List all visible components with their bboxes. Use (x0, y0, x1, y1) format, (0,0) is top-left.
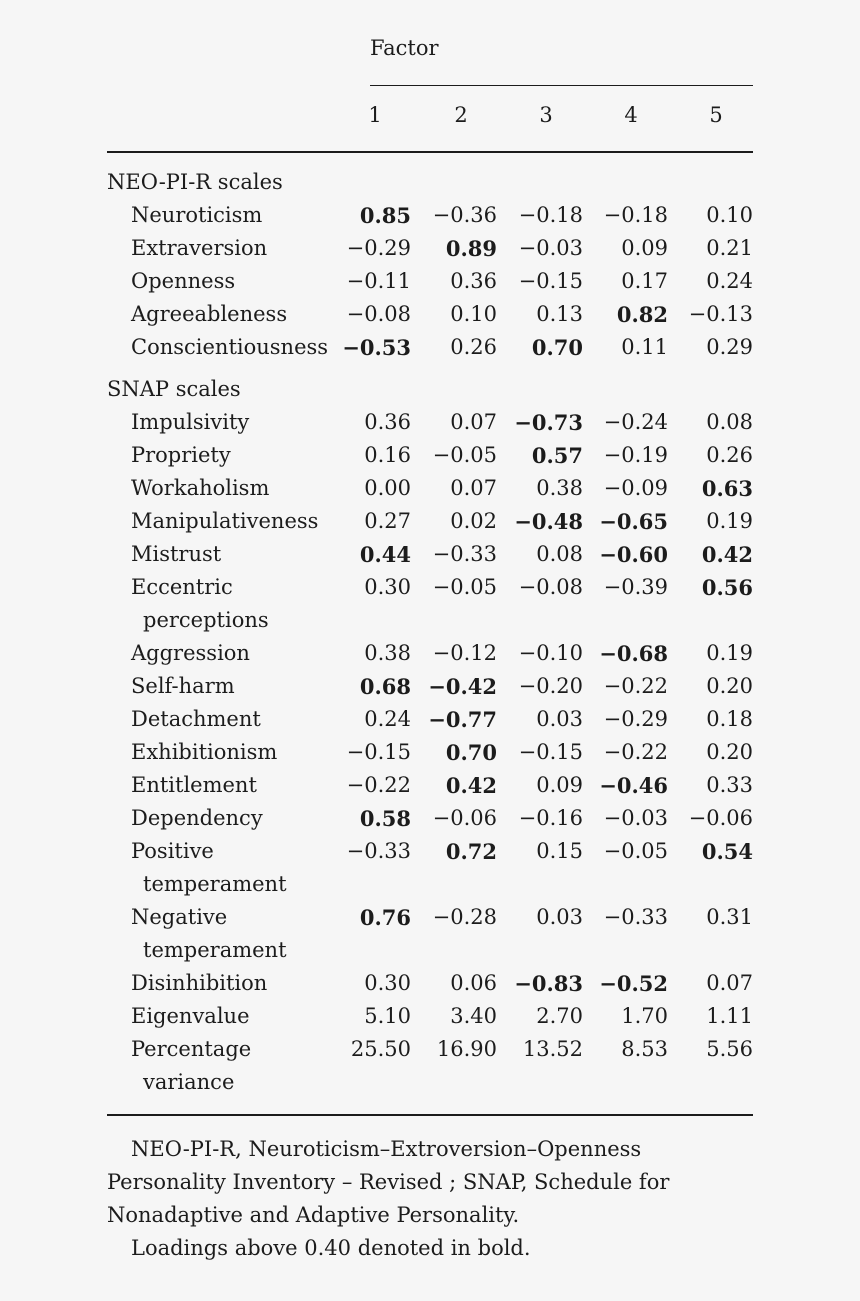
loading-cell: −0.15 (518, 269, 583, 293)
header-rule (107, 151, 753, 153)
loading-cell: −0.33 (346, 839, 411, 863)
column-header-4: 4 (624, 103, 638, 127)
loading-cell: −0.42 (428, 674, 497, 699)
loading-cell: −0.05 (432, 575, 497, 599)
loading-cell: 0.30 (364, 971, 411, 995)
loading-cell: −0.18 (603, 203, 668, 227)
loading-cell: 0.30 (364, 575, 411, 599)
row-label: temperament (143, 938, 287, 962)
loading-cell: −0.53 (342, 335, 411, 360)
loading-cell: −0.13 (688, 302, 753, 326)
loading-cell: −0.39 (603, 575, 668, 599)
column-header-1: 1 (368, 103, 382, 127)
column-header-2: 2 (454, 103, 468, 127)
loading-cell: 0.54 (701, 839, 753, 864)
table-notes (107, 1133, 747, 1265)
loading-cell: 0.08 (706, 410, 753, 434)
loading-cell: 5.56 (706, 1037, 753, 1061)
loading-cell: 0.36 (364, 410, 411, 434)
loading-cell: 0.70 (531, 335, 583, 360)
loading-cell: 0.72 (445, 839, 497, 864)
loading-cell: −0.22 (603, 674, 668, 698)
row-label: Aggression (131, 641, 250, 665)
loading-cell: 0.68 (359, 674, 411, 699)
loading-cell: 0.07 (706, 971, 753, 995)
loading-cell: 16.90 (436, 1037, 497, 1061)
loading-cell: 1.70 (621, 1004, 668, 1028)
loading-cell: 0.03 (536, 905, 583, 929)
loading-cell: −0.60 (599, 542, 668, 567)
loading-cell: 13.52 (522, 1037, 583, 1061)
row-label: Exhibitionism (131, 740, 278, 764)
bold-note: Loadings above 0.40 denoted in bold. (131, 1236, 531, 1260)
row-label: Extraversion (131, 236, 268, 260)
loading-cell: −0.10 (518, 641, 583, 665)
loading-cell: 0.82 (616, 302, 668, 327)
loading-cell: 0.38 (536, 476, 583, 500)
loading-cell: 0.07 (450, 476, 497, 500)
loading-cell: −0.33 (603, 905, 668, 929)
loading-cell: −0.24 (603, 410, 668, 434)
row-label: Eigenvalue (131, 1004, 250, 1028)
loading-cell: 0.11 (621, 335, 668, 359)
row-label: Dependency (131, 806, 263, 830)
loading-cell: −0.15 (518, 740, 583, 764)
loading-cell: −0.22 (603, 740, 668, 764)
row-label: perceptions (143, 608, 269, 632)
loading-cell: 0.36 (450, 269, 497, 293)
row-label: Eccentric (131, 575, 233, 599)
loading-cell: −0.20 (518, 674, 583, 698)
loading-cell: 0.63 (701, 476, 753, 501)
row-label: Mistrust (131, 542, 222, 566)
loading-cell: 0.20 (706, 740, 753, 764)
loading-cell: −0.06 (432, 806, 497, 830)
loading-cell: −0.83 (514, 971, 583, 996)
loading-cell: 0.70 (445, 740, 497, 765)
loading-cell: 0.24 (364, 707, 411, 731)
loading-cell: −0.15 (346, 740, 411, 764)
loading-cell: 0.76 (359, 905, 411, 930)
loading-cell: −0.03 (518, 236, 583, 260)
row-label: Impulsivity (131, 410, 250, 434)
loading-cell: 0.06 (450, 971, 497, 995)
row-label: Neuroticism (131, 203, 263, 227)
loading-cell: 0.15 (536, 839, 583, 863)
loading-cell: 0.08 (536, 542, 583, 566)
loading-cell: 0.57 (531, 443, 583, 468)
loading-cell: −0.08 (518, 575, 583, 599)
loading-cell: −0.16 (518, 806, 583, 830)
loading-cell: −0.19 (603, 443, 668, 467)
loading-cell: 0.02 (450, 509, 497, 533)
row-label: Detachment (131, 707, 261, 731)
loading-cell: −0.18 (518, 203, 583, 227)
loading-cell: 0.03 (536, 707, 583, 731)
loading-cell: −0.68 (599, 641, 668, 666)
loading-cell: −0.46 (599, 773, 668, 798)
section-heading: SNAP scales (107, 377, 241, 401)
row-label: Self-harm (131, 674, 235, 698)
loading-cell: 0.31 (706, 905, 753, 929)
loading-cell: −0.28 (432, 905, 497, 929)
loading-cell: 0.38 (364, 641, 411, 665)
loading-cell: 0.10 (706, 203, 753, 227)
row-label: Propriety (131, 443, 231, 467)
loading-cell: −0.36 (432, 203, 497, 227)
loading-cell: 0.09 (621, 236, 668, 260)
loading-cell: −0.22 (346, 773, 411, 797)
loading-cell: 0.00 (364, 476, 411, 500)
loading-cell: 0.58 (359, 806, 411, 831)
row-label: Entitlement (131, 773, 257, 797)
loading-cell: 0.29 (706, 335, 753, 359)
loading-cell: −0.05 (603, 839, 668, 863)
loading-cell: 0.20 (706, 674, 753, 698)
loading-cell: 0.13 (536, 302, 583, 326)
loading-cell: 2.70 (536, 1004, 583, 1028)
loading-cell: 0.27 (364, 509, 411, 533)
loading-cell: −0.77 (428, 707, 497, 732)
row-label: Percentage (131, 1037, 252, 1061)
loading-cell: −0.29 (603, 707, 668, 731)
loading-cell: 8.53 (621, 1037, 668, 1061)
bottom-rule (107, 1114, 753, 1116)
loading-cell: 0.18 (706, 707, 753, 731)
row-label: Agreeableness (131, 302, 288, 326)
loading-cell: 0.24 (706, 269, 753, 293)
row-label: Manipulativeness (131, 509, 319, 533)
loading-cell: −0.65 (599, 509, 668, 534)
loading-cell: 0.33 (706, 773, 753, 797)
abbreviations-note: NEO-PI-R, Neuroticism–Extroversion–Openness Personality Inventory – Revised ; SNAP, Schedule for Nonadaptive and Adaptive Personality. (107, 1137, 670, 1227)
factor-heading: Factor (370, 36, 439, 60)
loading-cell: 0.10 (450, 302, 497, 326)
row-label: Positive (131, 839, 214, 863)
loading-cell: −0.12 (432, 641, 497, 665)
loading-cell: 0.19 (706, 641, 753, 665)
loading-cell: 0.26 (450, 335, 497, 359)
loading-cell: 0.07 (450, 410, 497, 434)
row-label: Conscientiousness (131, 335, 329, 359)
loading-cell: 0.26 (706, 443, 753, 467)
loading-cell: 3.40 (450, 1004, 497, 1028)
loading-cell: 0.42 (701, 542, 753, 567)
column-header-5: 5 (709, 103, 723, 127)
loading-cell: −0.11 (346, 269, 411, 293)
loading-cell: 0.19 (706, 509, 753, 533)
row-label: Negative (131, 905, 228, 929)
loading-cell: 0.16 (364, 443, 411, 467)
loading-cell: −0.52 (599, 971, 668, 996)
loading-cell: −0.08 (346, 302, 411, 326)
loading-cell: −0.03 (603, 806, 668, 830)
loading-cell: −0.33 (432, 542, 497, 566)
row-label: variance (143, 1070, 235, 1094)
loading-cell: 0.89 (445, 236, 497, 261)
section-heading: NEO-PI-R scales (107, 170, 283, 194)
loading-cell: 0.09 (536, 773, 583, 797)
loading-cell: −0.29 (346, 236, 411, 260)
loading-cell: 25.50 (350, 1037, 411, 1061)
loading-cell: 0.44 (359, 542, 411, 567)
loading-cell: −0.48 (514, 509, 583, 534)
factor-rule (370, 85, 753, 86)
loading-cell: 1.11 (706, 1004, 753, 1028)
row-label: Workaholism (131, 476, 270, 500)
column-header-3: 3 (539, 103, 553, 127)
row-label: temperament (143, 872, 287, 896)
loading-cell: −0.09 (603, 476, 668, 500)
loading-cell: −0.05 (432, 443, 497, 467)
row-label: Openness (131, 269, 236, 293)
loading-cell: −0.73 (514, 410, 583, 435)
loading-cell: 0.42 (445, 773, 497, 798)
row-label: Disinhibition (131, 971, 268, 995)
loading-cell: −0.06 (688, 806, 753, 830)
loading-cell: 0.17 (621, 269, 668, 293)
loading-cell: 0.21 (706, 236, 753, 260)
loading-cell: 0.85 (359, 203, 411, 228)
loading-cell: 0.56 (701, 575, 753, 600)
loading-cell: 5.10 (364, 1004, 411, 1028)
